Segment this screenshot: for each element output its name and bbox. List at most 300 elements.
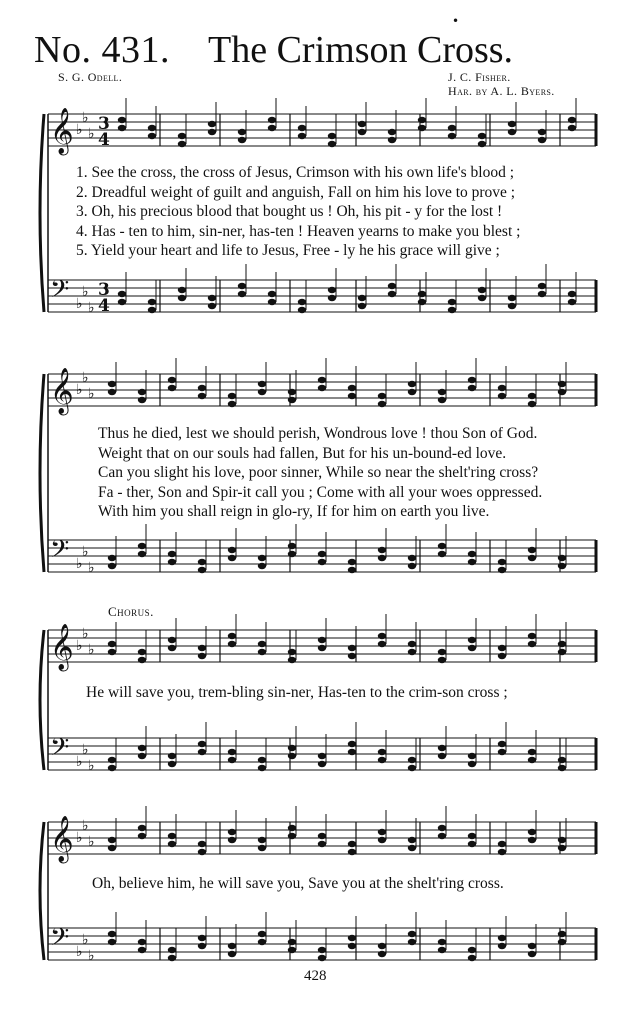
note-head xyxy=(508,295,516,301)
note-head xyxy=(348,749,356,755)
system-brace xyxy=(40,630,44,770)
note-head xyxy=(168,841,176,847)
note-head xyxy=(268,291,276,297)
note-head xyxy=(468,551,476,557)
note-head xyxy=(168,947,176,953)
note-head xyxy=(138,939,146,945)
note-head xyxy=(438,649,446,655)
hymn-title: The Crimson Cross. xyxy=(208,29,514,71)
note-head xyxy=(138,543,146,549)
note-head xyxy=(168,955,176,961)
flat-icon: ♭ xyxy=(88,300,95,316)
note-head xyxy=(378,757,386,763)
note-head xyxy=(108,555,116,561)
time-signature-top: 3 xyxy=(98,280,110,300)
note-head xyxy=(318,753,326,759)
note-head xyxy=(238,137,246,143)
verse-line: 3. Oh, his precious blood that bought us ! Oh, his pit - y for the lost ! xyxy=(76,203,503,220)
flat-icon: ♭ xyxy=(76,382,83,398)
note-head xyxy=(168,551,176,557)
note-head xyxy=(198,849,206,855)
note-head xyxy=(228,749,236,755)
note-head xyxy=(198,645,206,651)
note-head xyxy=(228,401,236,407)
note-head xyxy=(438,947,446,953)
verses-system-1 xyxy=(76,164,520,262)
note-head xyxy=(138,753,146,759)
note-head xyxy=(558,563,566,569)
note-head xyxy=(328,141,336,147)
note-head xyxy=(168,559,176,565)
note-head xyxy=(358,121,366,127)
note-head xyxy=(328,133,336,139)
note-head xyxy=(528,829,536,835)
verse-line: Fa - ther, Son and Spir-it call you ; Come with all your woes oppressed. xyxy=(98,483,543,501)
note-head xyxy=(108,389,116,395)
note-head xyxy=(568,299,576,305)
verse-line: Can you slight his love, poor sinner, While so near the shelt'ring cross? xyxy=(98,464,539,481)
note-head xyxy=(478,141,486,147)
verses-system-2 xyxy=(98,425,542,523)
note-head xyxy=(288,947,296,953)
note-head xyxy=(258,563,266,569)
note-head xyxy=(108,381,116,387)
note-head xyxy=(408,641,416,647)
note-head xyxy=(108,641,116,647)
note-head xyxy=(208,295,216,301)
note-head xyxy=(288,745,296,751)
note-head xyxy=(198,935,206,941)
bass-clef-icon: 𝄢 xyxy=(50,535,70,570)
note-head xyxy=(408,837,416,843)
note-head xyxy=(438,825,446,831)
note-head xyxy=(328,295,336,301)
note-head xyxy=(178,295,186,301)
note-head xyxy=(348,935,356,941)
flat-icon: ♭ xyxy=(76,638,83,654)
note-head xyxy=(348,849,356,855)
note-head xyxy=(198,385,206,391)
note-head xyxy=(318,551,326,557)
note-head xyxy=(318,377,326,383)
note-head xyxy=(228,547,236,553)
note-head xyxy=(528,757,536,763)
note-head xyxy=(408,649,416,655)
system-brace xyxy=(40,114,44,312)
time-signature-top: 3 xyxy=(98,114,110,134)
note-head xyxy=(138,649,146,655)
flat-icon: ♭ xyxy=(82,284,89,300)
note-head xyxy=(528,749,536,755)
note-head xyxy=(498,559,506,565)
note-head xyxy=(388,291,396,297)
time-signature-bottom: 4 xyxy=(98,130,110,150)
flat-icon: ♭ xyxy=(88,126,95,142)
note-head xyxy=(288,753,296,759)
note-head xyxy=(288,543,296,549)
flat-icon: ♭ xyxy=(76,944,83,960)
note-head xyxy=(478,287,486,293)
note-head xyxy=(348,567,356,573)
note-head xyxy=(358,303,366,309)
note-head xyxy=(448,299,456,305)
page-number: 428 xyxy=(304,968,327,984)
note-head xyxy=(468,645,476,651)
note-head xyxy=(388,137,396,143)
note-head xyxy=(378,393,386,399)
note-head xyxy=(108,649,116,655)
note-head xyxy=(508,121,516,127)
note-head xyxy=(148,133,156,139)
flat-icon: ♭ xyxy=(88,758,95,774)
note-head xyxy=(148,299,156,305)
flat-icon: ♭ xyxy=(82,626,89,642)
note-head xyxy=(528,547,536,553)
flat-icon: ♭ xyxy=(88,386,95,402)
note-head xyxy=(558,845,566,851)
note-head xyxy=(558,649,566,655)
note-head xyxy=(408,389,416,395)
note-head xyxy=(348,943,356,949)
note-head xyxy=(468,559,476,565)
note-head xyxy=(558,641,566,647)
chorus-label: Chorus. xyxy=(108,604,154,619)
note-head xyxy=(258,381,266,387)
note-head xyxy=(258,389,266,395)
note-head xyxy=(478,133,486,139)
note-head xyxy=(108,757,116,763)
note-head xyxy=(468,833,476,839)
note-head xyxy=(468,385,476,391)
note-head xyxy=(498,741,506,747)
note-head xyxy=(438,745,446,751)
note-head xyxy=(378,401,386,407)
note-head xyxy=(168,637,176,643)
note-head xyxy=(118,125,126,131)
chorus-line-2: Oh, believe him, he will save you, Save you at the shelt'ring cross. xyxy=(92,875,504,892)
note-head xyxy=(378,951,386,957)
note-head xyxy=(118,291,126,297)
note-head xyxy=(468,947,476,953)
note-head xyxy=(498,653,506,659)
note-head xyxy=(468,841,476,847)
note-head xyxy=(358,295,366,301)
note-head xyxy=(138,657,146,663)
note-head xyxy=(418,291,426,297)
note-head xyxy=(378,633,386,639)
treble-clef-icon: 𝄞 xyxy=(50,368,74,414)
flat-icon: ♭ xyxy=(82,544,89,560)
note-head xyxy=(228,837,236,843)
note-head xyxy=(168,377,176,383)
verse-line: 5. Yield your heart and life to Jesus, Free - ly he his grace will give ; xyxy=(76,242,500,259)
note-head xyxy=(228,555,236,561)
note-head xyxy=(408,931,416,937)
note-head xyxy=(298,125,306,131)
note-head xyxy=(258,765,266,771)
note-head xyxy=(298,299,306,305)
note-head xyxy=(348,653,356,659)
note-head xyxy=(288,397,296,403)
verse-line: 2. Dreadful weight of guilt and anguish, Fall on him his love to prove ; xyxy=(76,183,516,201)
note-head xyxy=(438,389,446,395)
note-head xyxy=(258,845,266,851)
chorus-line-1: He will save you, trem-bling sin-ner, Has-ten to the crim-son cross ; xyxy=(86,684,508,701)
note-head xyxy=(438,397,446,403)
system-brace xyxy=(40,822,44,960)
note-head xyxy=(438,551,446,557)
note-head xyxy=(258,931,266,937)
bass-clef-icon: 𝄢 xyxy=(50,923,70,958)
note-head xyxy=(468,637,476,643)
arranger-credit: Har. by A. L. Byers. xyxy=(448,84,555,98)
note-head xyxy=(138,947,146,953)
note-head xyxy=(528,951,536,957)
note-head xyxy=(178,133,186,139)
note-head xyxy=(228,641,236,647)
note-head xyxy=(498,567,506,573)
note-head xyxy=(168,761,176,767)
note-head xyxy=(378,749,386,755)
note-head xyxy=(198,841,206,847)
note-head xyxy=(148,125,156,131)
note-head xyxy=(318,559,326,565)
note-head xyxy=(268,117,276,123)
note-head xyxy=(198,749,206,755)
note-head xyxy=(298,133,306,139)
flat-icon: ♭ xyxy=(82,818,89,834)
note-head xyxy=(138,825,146,831)
note-head xyxy=(528,393,536,399)
note-head xyxy=(198,943,206,949)
flat-icon: ♭ xyxy=(82,742,89,758)
note-head xyxy=(558,381,566,387)
note-head xyxy=(148,307,156,313)
note-head xyxy=(378,943,386,949)
treble-clef-icon: 𝄞 xyxy=(50,108,74,154)
note-head xyxy=(378,829,386,835)
note-head xyxy=(198,741,206,747)
note-head xyxy=(348,385,356,391)
note-head xyxy=(138,551,146,557)
note-head xyxy=(348,559,356,565)
note-head xyxy=(318,955,326,961)
note-head xyxy=(378,555,386,561)
system-brace xyxy=(40,374,44,572)
note-head xyxy=(318,947,326,953)
note-head xyxy=(288,833,296,839)
note-head xyxy=(468,753,476,759)
note-head xyxy=(328,287,336,293)
note-head xyxy=(418,117,426,123)
note-head xyxy=(378,641,386,647)
note-head xyxy=(478,295,486,301)
note-head xyxy=(198,393,206,399)
note-head xyxy=(238,283,246,289)
note-head xyxy=(168,753,176,759)
note-head xyxy=(538,291,546,297)
note-head xyxy=(558,555,566,561)
note-head xyxy=(108,563,116,569)
note-head xyxy=(528,401,536,407)
note-head xyxy=(568,125,576,131)
note-head xyxy=(558,389,566,395)
note-head xyxy=(108,765,116,771)
note-head xyxy=(448,125,456,131)
note-head xyxy=(268,299,276,305)
note-head xyxy=(118,117,126,123)
note-head xyxy=(348,841,356,847)
note-head xyxy=(228,943,236,949)
note-head xyxy=(468,377,476,383)
note-head xyxy=(528,633,536,639)
note-head xyxy=(448,307,456,313)
note-head xyxy=(358,129,366,135)
bass-clef-icon: 𝄢 xyxy=(50,275,70,310)
note-head xyxy=(408,845,416,851)
note-head xyxy=(348,393,356,399)
note-head xyxy=(198,653,206,659)
note-head xyxy=(408,555,416,561)
note-head xyxy=(528,555,536,561)
note-head xyxy=(258,555,266,561)
note-head xyxy=(498,935,506,941)
note-head xyxy=(168,645,176,651)
note-head xyxy=(208,121,216,127)
note-head xyxy=(528,641,536,647)
note-head xyxy=(198,567,206,573)
note-head xyxy=(228,393,236,399)
verse-line: Thus he died, lest we should perish, Wondrous love ! thou Son of God. xyxy=(98,425,538,442)
note-head xyxy=(228,951,236,957)
note-head xyxy=(498,385,506,391)
time-signature-bottom: 4 xyxy=(98,296,110,316)
page-mark: • xyxy=(452,14,460,28)
note-head xyxy=(178,287,186,293)
note-head xyxy=(318,637,326,643)
flat-icon: ♭ xyxy=(76,556,83,572)
note-head xyxy=(498,393,506,399)
hymn-number: No. 431. xyxy=(34,29,170,71)
note-head xyxy=(288,657,296,663)
note-head xyxy=(288,825,296,831)
note-head xyxy=(258,837,266,843)
note-head xyxy=(108,939,116,945)
note-head xyxy=(438,657,446,663)
flat-icon: ♭ xyxy=(82,110,89,126)
note-head xyxy=(238,129,246,135)
flat-icon: ♭ xyxy=(88,642,95,658)
note-head xyxy=(438,753,446,759)
note-head xyxy=(228,757,236,763)
note-head xyxy=(318,645,326,651)
note-head xyxy=(258,641,266,647)
note-head xyxy=(288,939,296,945)
note-head xyxy=(558,931,566,937)
note-head xyxy=(408,757,416,763)
note-head xyxy=(168,833,176,839)
bass-clef-icon: 𝄢 xyxy=(50,733,70,768)
flat-icon: ♭ xyxy=(82,932,89,948)
note-head xyxy=(408,765,416,771)
note-head xyxy=(258,939,266,945)
flat-icon: ♭ xyxy=(76,296,83,312)
note-head xyxy=(318,385,326,391)
note-head xyxy=(438,833,446,839)
note-head xyxy=(228,829,236,835)
note-head xyxy=(108,931,116,937)
lyricist-credit: S. G. Odell. xyxy=(58,70,123,84)
note-head xyxy=(258,757,266,763)
note-head xyxy=(498,749,506,755)
note-head xyxy=(528,943,536,949)
note-head xyxy=(198,559,206,565)
note-head xyxy=(498,943,506,949)
note-head xyxy=(408,381,416,387)
note-head xyxy=(418,125,426,131)
note-head xyxy=(558,837,566,843)
note-head xyxy=(138,397,146,403)
note-head xyxy=(408,563,416,569)
note-head xyxy=(208,129,216,135)
flat-icon: ♭ xyxy=(76,830,83,846)
note-head xyxy=(318,833,326,839)
verse-line: With him you shall reign in glo-ry, If for him on earth you live. xyxy=(98,503,490,520)
note-head xyxy=(538,283,546,289)
note-head xyxy=(528,837,536,843)
flat-icon: ♭ xyxy=(88,948,95,964)
note-head xyxy=(468,955,476,961)
note-head xyxy=(438,543,446,549)
note-head xyxy=(268,125,276,131)
verse-line: 1. See the cross, the cross of Jesus, Crimson with his own life's blood ; xyxy=(76,164,515,181)
note-head xyxy=(138,833,146,839)
note-head xyxy=(378,837,386,843)
note-head xyxy=(388,283,396,289)
note-head xyxy=(318,841,326,847)
note-head xyxy=(438,939,446,945)
note-head xyxy=(288,389,296,395)
note-head xyxy=(228,633,236,639)
note-head xyxy=(558,765,566,771)
note-head xyxy=(168,385,176,391)
note-head xyxy=(568,117,576,123)
note-head xyxy=(448,133,456,139)
note-head xyxy=(538,129,546,135)
note-head xyxy=(558,939,566,945)
flat-icon: ♭ xyxy=(76,122,83,138)
note-head xyxy=(178,141,186,147)
treble-clef-icon: 𝄞 xyxy=(50,816,74,862)
note-head xyxy=(568,291,576,297)
note-head xyxy=(388,129,396,135)
note-head xyxy=(378,547,386,553)
note-head xyxy=(498,849,506,855)
note-head xyxy=(298,307,306,313)
flat-icon: ♭ xyxy=(76,754,83,770)
note-head xyxy=(348,645,356,651)
verse-line: 4. Has - ten to him, sin-ner, has-ten ! Heaven yearns to make you blest ; xyxy=(76,222,521,240)
flat-icon: ♭ xyxy=(88,834,95,850)
note-head xyxy=(498,645,506,651)
note-head xyxy=(288,551,296,557)
note-head xyxy=(108,845,116,851)
note-head xyxy=(108,837,116,843)
note-head xyxy=(418,299,426,305)
note-head xyxy=(498,841,506,847)
note-head xyxy=(468,761,476,767)
note-head xyxy=(118,299,126,305)
